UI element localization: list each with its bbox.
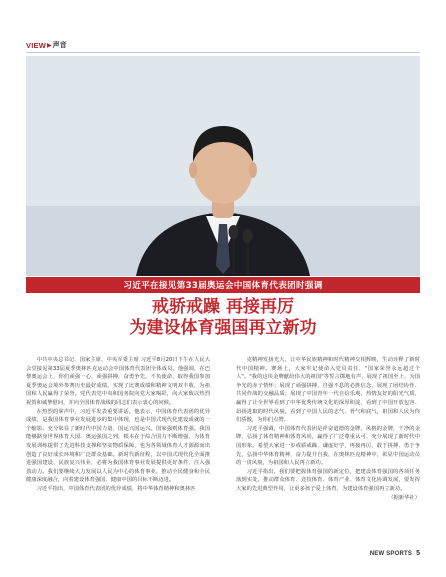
title-banner [26,277,420,293]
paragraph: 克精神发扬光大，让中华民族精神和时代精神交相辉映，生动诠释了新时代中国精神。赛场上，大家牢记使命入党员责任，"国家荣誉永远超过个人"。"我的这块金牌献给伟大的祖国"等誓言掷地有声，展现了祖国至上、为国争光的赤子情怀；展现了顽强拼搏、自强不息的必胜信念，展现了团结协作、共同作战的交融品质；展现了中国青年一代自信乐观、热情友好的阳光气质，赢得了让全世界看到了中华优秀传统文化的深厚积淀，看到了中国开放包容、昂扬进取的时代风貌，看到了中国人民的志气、骨气和底气，祖国和人民为你们骄傲，为你们点赞。 [236,357,420,424]
article-column-left [26,356,210,494]
section-header [26,40,67,50]
header-divider [26,52,420,53]
paragraph: 习近平强调，中国体育代表团是祥奋道德的金牌，风格的金牌，干净的金牌，弘扬了体育精神和体育风尚，赢得了广泛尊重认可，充分展现了新时代中国形象。希望大家进一步戒骄戒躁、谦虚好学，再接再厉，敢于拼搏、勇于争先，弘扬中华体育精神，奋力提升自我，在奥林匹克精神中，彰显中国运动员的一贯风貌，为祖国和人民再立新功。 [236,425,420,467]
byline: （据新华社） [388,494,420,501]
section-label-cn: 声音 [52,41,67,49]
headline-line-2: 为建设体育强国再立新功 [129,318,317,338]
banner-text: 习近平在接见第33届奥运会中国体育代表团时强调 [123,281,323,291]
page-footer [370,550,420,557]
paragraph: 中共中央总书记、国家主席、中央军委主席 习近平8月20日下午在人民大会堂接见第33届夏季奥林匹克运动会中国体育代表团全体成员。他强调，在巴黎奥运会上，你们顽强一心、顽强拼搏，奋勇争先，不负使命，取得我国参加夏季奥运会境外参赛历史最好成绩，实现了比赛成绩和精神文明双丰收，为祖国和人民赢得了荣誉。党代表党中央和国务院向党大家喝彩，向大家致以热烈祝贺和诚挚慰问，并向全国体育战线的同志们表示衷心的问候。 [26,357,210,406]
magazine-name: NEW SPORTS [369,550,413,557]
paragraph: 习近平指出，中国体育代表团的优异成绩，将中华体育精神和奥林匹 [36,485,196,492]
headline-line-1: 戒骄戒躁 再接再厉 [152,297,294,317]
paragraph: 习近平指出，我们要把握体育强国的新定位，把建设体育强国的各项任务落到实处，推动群众体育、竞技体育、体育产业、体育文化协调发展，要发挥大家的先进典型作用，让更多孩子爱上体育，为建设体育强国再立新功。 [236,468,420,492]
article-column-right [236,356,420,502]
portrait-photo [26,56,420,276]
page-number: 5 [416,550,420,557]
paragraph: 在热烈的掌声中，习近平发表重要讲话。他表示，中国体育代表团的优异成绩，是我国体育事业发展进步的集中体现，也是中国式现代化建设成就的一个缩影。充分彰显了新时代中国力量、国运兴国运兴。国家强则体育强。我国能够跻身世界体育大国、奥运强国之列，根本在于综合国力不断增强，为体育发展训练提供了先进科技支撑和坚实物质保障，也为各领域体育人才源源而出创造了良好成长环境和广泛群众基础。新时代新征程，以中国式现代化全面推进强国建设、民族复兴伟业，必将为我国体育事业发展提供更好条件、注入强劲动力。我们要继续大力发展以人民为中心的体育事业，推动全民健身和全民健康深度融合，向着建设体育强国、健康中国的目标不断迈进。 [26,408,210,484]
arrow-icon: ▶ [46,41,52,49]
section-label-en: VIEW [26,40,46,50]
portrait-illustration [26,56,420,276]
